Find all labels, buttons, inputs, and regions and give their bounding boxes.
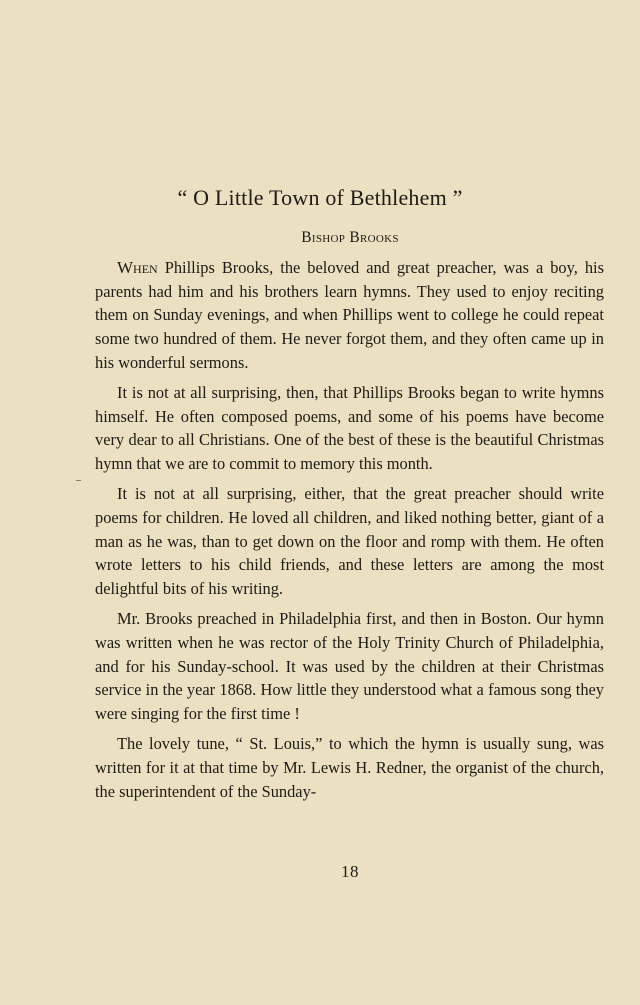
page-number: 18 bbox=[341, 862, 359, 881]
paragraph-2: It is not at all surprising, then, that Phillips Brooks began to write hymns himself. He often composed poems, and some of his poems have become very dear to all Christians. One of the best of these is the beautiful Christmas hymn that we are to commit to memory this month. bbox=[95, 383, 604, 474]
paragraph-5: The lovely tune, “ St. Louis,” to which the hymn is usually sung, was written for it at that time by Mr. Lewis H. Redner, the organist of the church, the superintendent of the Sunday- bbox=[95, 734, 604, 801]
author-name: Bishop Brooks bbox=[301, 229, 399, 246]
margin-mark bbox=[76, 480, 81, 481]
chapter-title: “ O Little Town of Bethlehem ” bbox=[177, 185, 463, 210]
paragraph-3: It is not at all surprising, either, that the great preacher should write poems for children. He loved all children, and liked nothing better, giant of a man as he was, than to get down on the floor and romp with them. He often wrote letters to his child friends, and these letters are among the most delightful bits of his writing. bbox=[95, 484, 604, 599]
paragraph-lead-word: When bbox=[117, 258, 158, 277]
paragraph-1 bbox=[95, 256, 604, 375]
paragraph-4: Mr. Brooks preached in Philadelphia first, and then in Boston. Our hymn was written when he was rector of the Holy Trinity Church of Philadelphia, and for his Sunday-school. It was used by the children at their Christmas service in the year 1868. How little they understood what a famous song they were singing for the first time ! bbox=[95, 609, 604, 724]
paragraph-text: Phillips Brooks, the beloved and great preacher, was a boy, his parents had him and his brothers learn hymns. They used to enjoy reciting them on Sunday evenings, and when Phillips went to college he could repeat some two hundred of them. He never forgot them, and they often came up in his wonderful sermons. bbox=[95, 258, 604, 372]
body-text bbox=[95, 256, 604, 810]
